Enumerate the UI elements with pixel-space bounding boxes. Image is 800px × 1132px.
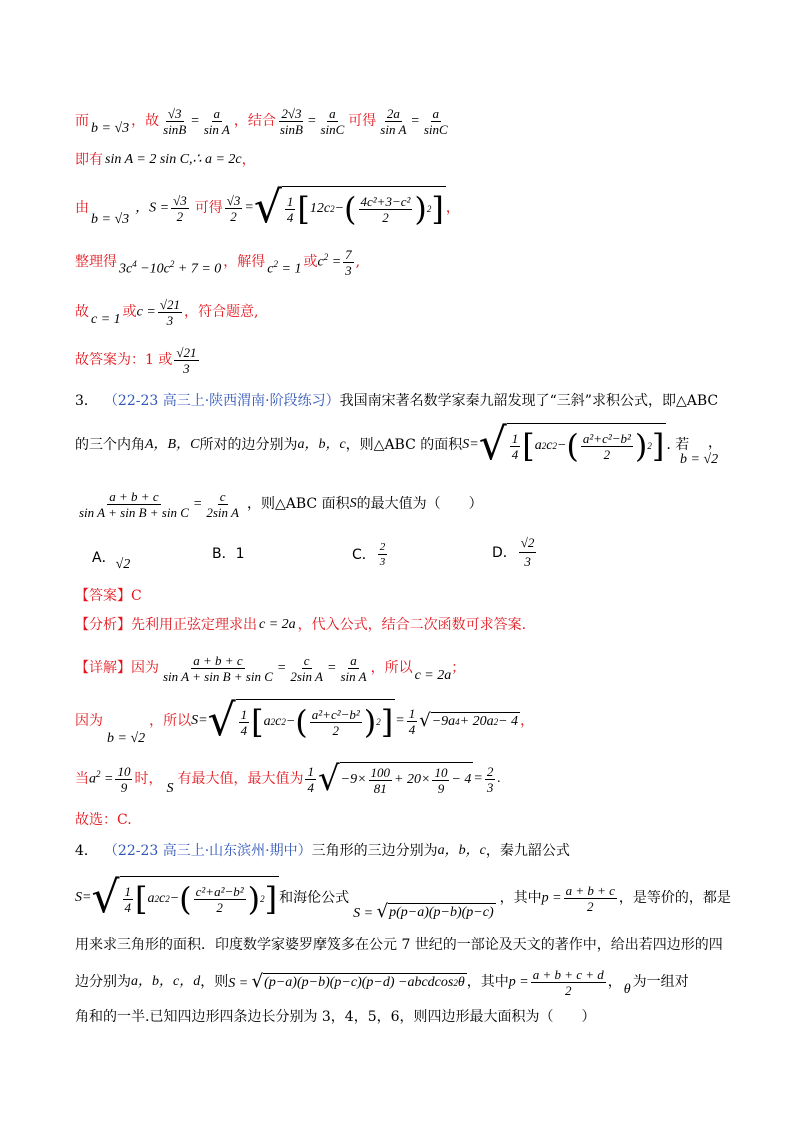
option-d[interactable] bbox=[492, 532, 538, 572]
q3-detail-line-1: 【详解】 因为 $\frac{a + b + c}{\text{sin A + sin B + sin C}}$ = $\frac{c}{\text{2sin A}}$ = $\frac{a}{\text{sin A}}$ ，所以 c = 2a ； bbox=[75, 652, 466, 684]
formula: $\frac{2√3}{\sin B}$ = $\frac{a}{\sin C}$ bbox=[279, 105, 345, 137]
stem-text: ，其中 bbox=[466, 974, 509, 990]
formula: b = √3 bbox=[91, 212, 130, 227]
analysis-text: ，代入公式，结合二次函数可求答案. bbox=[297, 617, 527, 633]
formula: S = √ $\frac{1}{4}$ [ a 2 c 2 − ( $\frac{\text{a²+c²−b²}}{2}$ ) 2 ] = $\frac{1}{4}$ √ −9 a 4 + 20 a 2 − 4 bbox=[191, 695, 519, 746]
question-number: 3． bbox=[75, 393, 98, 409]
formula: c = 1 bbox=[91, 312, 121, 327]
formula: p = $\frac{a + b + c + d}{2}$ bbox=[508, 966, 604, 998]
detail-text: 有最大值，最大值为 bbox=[177, 771, 304, 787]
detail-text: ，所以 bbox=[149, 713, 192, 729]
stem-text: ，是等价的，都是 bbox=[618, 890, 731, 906]
formula: $a^2$ = $\frac{10}{9}$ bbox=[89, 763, 131, 795]
formula: c = 2a bbox=[414, 668, 452, 683]
solution-line-6 bbox=[75, 340, 201, 380]
option-value: $\frac{2}{3}$ bbox=[379, 540, 386, 568]
stem-text: 和海伦公式 bbox=[279, 890, 350, 906]
answer-text: 故答案为：1 或 bbox=[75, 352, 173, 368]
stem-vars: a，b，c bbox=[297, 437, 346, 452]
stem-text: ，则△ABC 的面积 bbox=[345, 437, 463, 453]
theta: θ bbox=[623, 982, 631, 997]
q3-answer: 【答案】C bbox=[75, 588, 142, 604]
solution-line-2: 即有 sin A = 2 sin C,∴ a = 2c ， bbox=[75, 152, 256, 168]
formula: b = √3 bbox=[91, 121, 130, 136]
stem-text: 为一组对 bbox=[632, 974, 689, 990]
formula: c = $\frac{√21}{3}$ bbox=[136, 296, 180, 328]
q3-choice: 故选：C. bbox=[75, 812, 132, 828]
brahmagupta-formula: S = √ ( p − a )( p − b )( p − c )( p − d ) − abcd cos 2 θ bbox=[228, 971, 465, 992]
stem-vars: A，B，C bbox=[145, 437, 200, 452]
option-a[interactable] bbox=[92, 542, 130, 572]
formula: sin A = 2 sin C,∴ a = 2c bbox=[105, 152, 242, 167]
option-value: $\frac{√2}{3}$ bbox=[520, 534, 535, 569]
formula-b: b = √2 bbox=[680, 452, 719, 467]
detail-text: 因为 bbox=[131, 660, 159, 676]
formula: b = √2 bbox=[107, 731, 146, 746]
area-formula: S = √ $\frac{1}{4}$ [ a 2 c 2 − ( $\frac{\text{a²+c²−b²}}{2}$ ) 2 ] bbox=[462, 419, 665, 470]
q4-stem-line-5: 角和的一半.已知四边形四条边长分别为 3，4，5，6，则四边形最大面积为（ ） bbox=[75, 1009, 596, 1025]
formula: p = $\frac{a + b + c}{2}$ bbox=[541, 882, 615, 914]
formula: $\frac{√21}{3}$ bbox=[176, 344, 197, 376]
stem-vars: a，b，c，d bbox=[131, 974, 201, 989]
q4-stem-line-3: 用来求三角形的面积．印度数学家婆罗摩笈多在公元 7 世纪的一部论及天文的著作中，给出若四边形的四 bbox=[75, 937, 723, 953]
heron-formula: S = √ p ( p − a )( p − b )( p − c ) bbox=[353, 901, 494, 922]
detail-text: 当 bbox=[75, 771, 89, 787]
stem-text: 我国南宋著名数学家秦九韶发现了“三斜”求积公式，即△ABC bbox=[339, 393, 719, 409]
formula: $\frac{√3}{2}$ = √ $\frac{1}{4}$ [ 12 c 2 − ( $\frac{\text{4c²+3−c²}}{2}$ ) 2 ] bbox=[226, 182, 444, 233]
formula: $\frac{a + b + c}{\text{sin A + sin B + sin C}}$ = $\frac{c}{\text{2sin A}}$ = $\frac{a}{\text{sin A}}$ bbox=[163, 652, 367, 684]
formula: S bbox=[166, 781, 174, 796]
detail-text: 时， bbox=[134, 771, 163, 787]
question-number: 4． bbox=[75, 843, 98, 859]
q4-stem-line-1 bbox=[75, 840, 570, 862]
q3-stem-line-1 bbox=[75, 390, 718, 412]
analysis-text: 先利用正弦定理求出 bbox=[131, 617, 257, 633]
text: ，结合 bbox=[233, 113, 276, 129]
stem-text: ， bbox=[607, 974, 622, 990]
q4-stem-line-2 bbox=[75, 868, 731, 928]
stem-text: . 若 bbox=[666, 437, 690, 453]
q4-stem-line-4 bbox=[75, 962, 689, 1002]
stem-text: ，则△ABC 面积 bbox=[246, 496, 350, 512]
text: 故 bbox=[75, 304, 89, 320]
stem-vars: a，b，c bbox=[437, 843, 486, 858]
formula: $\frac{1}{4}$ √ −9× $\frac{100}{81}$ + 20× $\frac{10}{9}$ − 4 = $\frac{2}{3}$ . bbox=[307, 759, 501, 799]
solution-line-3: 由 b = √3 ，S = $\frac{√3}{2}$ 可得 $\frac{√3}{2}$ = √ $\frac{1}{4}$ [ 12 c 2 − ( $\frac{\text{4c²+3−c²}}{2}$ ) 2 ] ， bbox=[75, 182, 460, 233]
text: 由 bbox=[75, 200, 89, 216]
q3-detail-line-2: 因为 b = √2 ，所以 S = √ $\frac{1}{4}$ [ a 2 c 2 − ( $\frac{\text{a²+c²−b²}}{2}$ ) 2 ] = $\frac{1}{4}$ √ −9 a 4 + 20 a 2 − 4 ， bbox=[75, 695, 535, 746]
text: 或 bbox=[303, 254, 318, 270]
formula: $c^2 = 1$ bbox=[267, 258, 302, 277]
stem-text: 所对的边分别为 bbox=[199, 437, 298, 453]
analysis-tag: 【分析】 bbox=[75, 617, 131, 633]
text: 或 bbox=[122, 304, 137, 320]
stem-text: 的最大值为（ ） bbox=[356, 496, 483, 512]
formula: c = 2a bbox=[259, 617, 296, 632]
text: ，解得 bbox=[223, 254, 266, 270]
stem-text: 的三个内角 bbox=[75, 437, 145, 453]
option-b[interactable] bbox=[212, 542, 245, 564]
stem-text: ，其中 bbox=[499, 890, 542, 906]
solution-line-1 bbox=[75, 104, 452, 138]
q3-analysis bbox=[75, 614, 526, 636]
option-label: B．1 bbox=[212, 546, 245, 562]
text: 可得 bbox=[348, 113, 377, 129]
option-c[interactable] bbox=[352, 536, 389, 572]
q3-detail-line-3 bbox=[75, 756, 501, 802]
option-label: C． bbox=[352, 547, 376, 563]
text: 整理得 bbox=[75, 254, 117, 270]
text: 即有 bbox=[75, 152, 103, 168]
detail-text: ，所以 bbox=[370, 660, 413, 676]
comma: ， bbox=[708, 435, 722, 451]
qin-jiushao-formula: S = √ $\frac{1}{4}$ [ a 2 c 2 − ( $\frac{\text{c²+a²−b²}}{2}$ ) 2 ] bbox=[75, 872, 278, 923]
stem-var: S bbox=[349, 496, 357, 511]
text: 而 bbox=[75, 113, 89, 129]
solution-line-5 bbox=[75, 292, 258, 332]
condition-formula: $\frac{a + b + c}{\text{sin A + sin B + sin C}}$ = $\frac{c}{\text{2sin A}}$ bbox=[79, 488, 239, 520]
question-source: （22-23 高三上·山东滨州·期中） bbox=[103, 843, 312, 859]
formula: ，S = $\frac{√3}{2}$ bbox=[135, 192, 187, 224]
text: ，符合题意, bbox=[183, 304, 259, 320]
detail-tag: 【详解】 bbox=[75, 660, 131, 676]
q3-stem-line-2 bbox=[75, 420, 725, 470]
formula: $\frac{√3}{\sin B}$ = $\frac{a}{\text{sin A}}$ bbox=[163, 105, 230, 137]
option-value: √2 bbox=[115, 557, 131, 572]
solution-line-4: 整理得 $3c^4 -10c^2 + 7 = 0$ ，解得 $c^2 = 1$ 或 $c^2$ = $\frac{7}{3}$ , bbox=[75, 246, 361, 278]
stem-text: ，则 bbox=[200, 974, 229, 990]
stem-text: ，秦九韶公式 bbox=[485, 843, 570, 859]
text: ，故 bbox=[131, 113, 160, 129]
formula: $\frac{2a}{\text{sin A}}$ = $\frac{a}{\sin C}$ bbox=[380, 105, 448, 137]
stem-text: 三角形的三边分别为 bbox=[311, 843, 438, 859]
q3-stem-line-3 bbox=[75, 482, 483, 526]
formula: $c^2$ = $\frac{7}{3}$ bbox=[317, 246, 352, 278]
option-label: A． bbox=[92, 550, 116, 566]
option-label: D． bbox=[492, 545, 517, 561]
detail-text: 因为 bbox=[75, 713, 103, 729]
stem-text: 边分别为 bbox=[75, 974, 131, 990]
formula: $3c^4 -10c^2 + 7 = 0$ bbox=[119, 258, 222, 277]
question-source: （22-23 高三上·陕西渭南·阶段练习） bbox=[103, 393, 340, 409]
text: 可得 bbox=[194, 200, 223, 216]
